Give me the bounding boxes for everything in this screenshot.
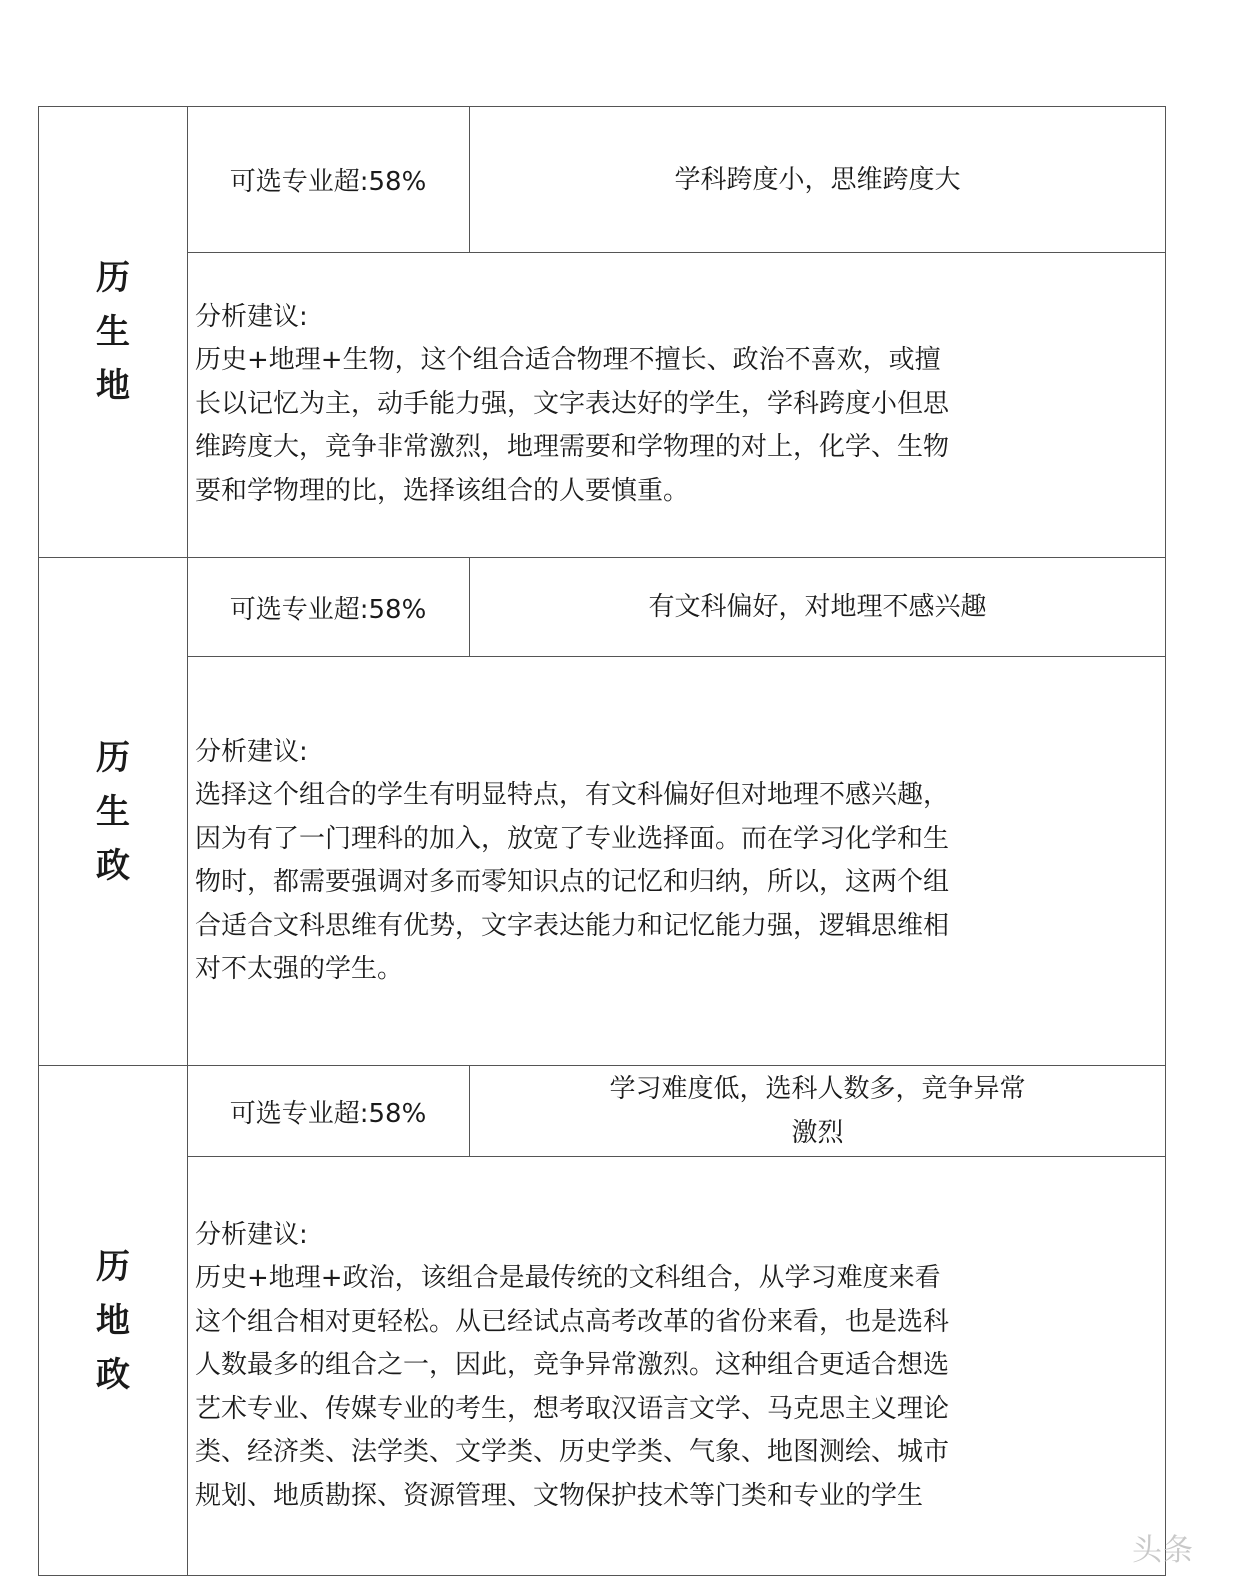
- analysis-section: [187, 252, 1165, 557]
- option-rate: 可选专业超:58%: [187, 1066, 470, 1156]
- analysis-section: [187, 1156, 1165, 1576]
- combo-name-cell: [39, 1066, 188, 1575]
- feature-summary: 有文科偏好，对地理不感兴趣: [648, 592, 987, 622]
- combo-block-1: [39, 107, 1165, 557]
- analysis-label: 分析建议:: [195, 736, 308, 767]
- info-row: [187, 1066, 1165, 1157]
- analysis-label: 分析建议:: [195, 301, 308, 332]
- analysis-section: [187, 656, 1165, 1066]
- combo-name-cell: [39, 107, 188, 557]
- combination-table: [38, 106, 1166, 1576]
- analysis-text: 历史+地理+政治，该组合是最传统的文科组合，从学习难度来看这个组合相对更轻松。从已经试点高考改革的省份来看，也是选科人数最多的组合之一，因此，竞争异常激烈。这种组合更适合想选艺术专业、传媒专业的考生，想考取汉语言文学、马克思主义理论类、经济类、法学类、文学类、历史学类、气象、地图测绘、城市规划、地质勘探、资源管理、文物保护技术等门类和专业的学生: [195, 1263, 950, 1511]
- analysis-text: 历史+地理+生物，这个组合适合物理不擅长、政治不喜欢，或擅长以记忆为主，动手能力强，文字表达好的学生，学科跨度小但思维跨度大，竞争非常激烈，地理需要和学物理的对上，化学、生物要和学物理的比，选择该组合的人要慎重。: [195, 345, 950, 506]
- feature-summary: 学习难度低，选科人数多，竞争异常激烈: [609, 1074, 1026, 1148]
- analysis-text: 选择这个组合的学生有明显特点，有文科偏好但对地理不感兴趣，因为有了一门理科的加入，放宽了专业选择面。而在学习化学和生物时，都需要强调对多而零知识点的记忆和归纳，所以，这两个组合适合文科思维有优势，文字表达能力和记忆能力强，逻辑思维相对不太强的学生。: [195, 780, 950, 984]
- analysis-label: 分析建议:: [195, 1219, 308, 1250]
- combo-name: 历地政: [96, 1246, 130, 1395]
- combo-name: 历生政: [96, 737, 130, 886]
- option-rate: 可选专业超:58%: [187, 107, 470, 252]
- combo-name: 历生地: [96, 258, 130, 406]
- combo-name-cell: [39, 558, 188, 1065]
- watermark: 头条: [1132, 1533, 1194, 1568]
- option-rate: 可选专业超:58%: [187, 558, 470, 656]
- info-row: [187, 558, 1165, 657]
- feature-summary: 学科跨度小，思维跨度大: [674, 164, 961, 195]
- info-row: [187, 107, 1165, 253]
- combo-block-3: [39, 1065, 1165, 1575]
- combo-block-2: [39, 557, 1165, 1065]
